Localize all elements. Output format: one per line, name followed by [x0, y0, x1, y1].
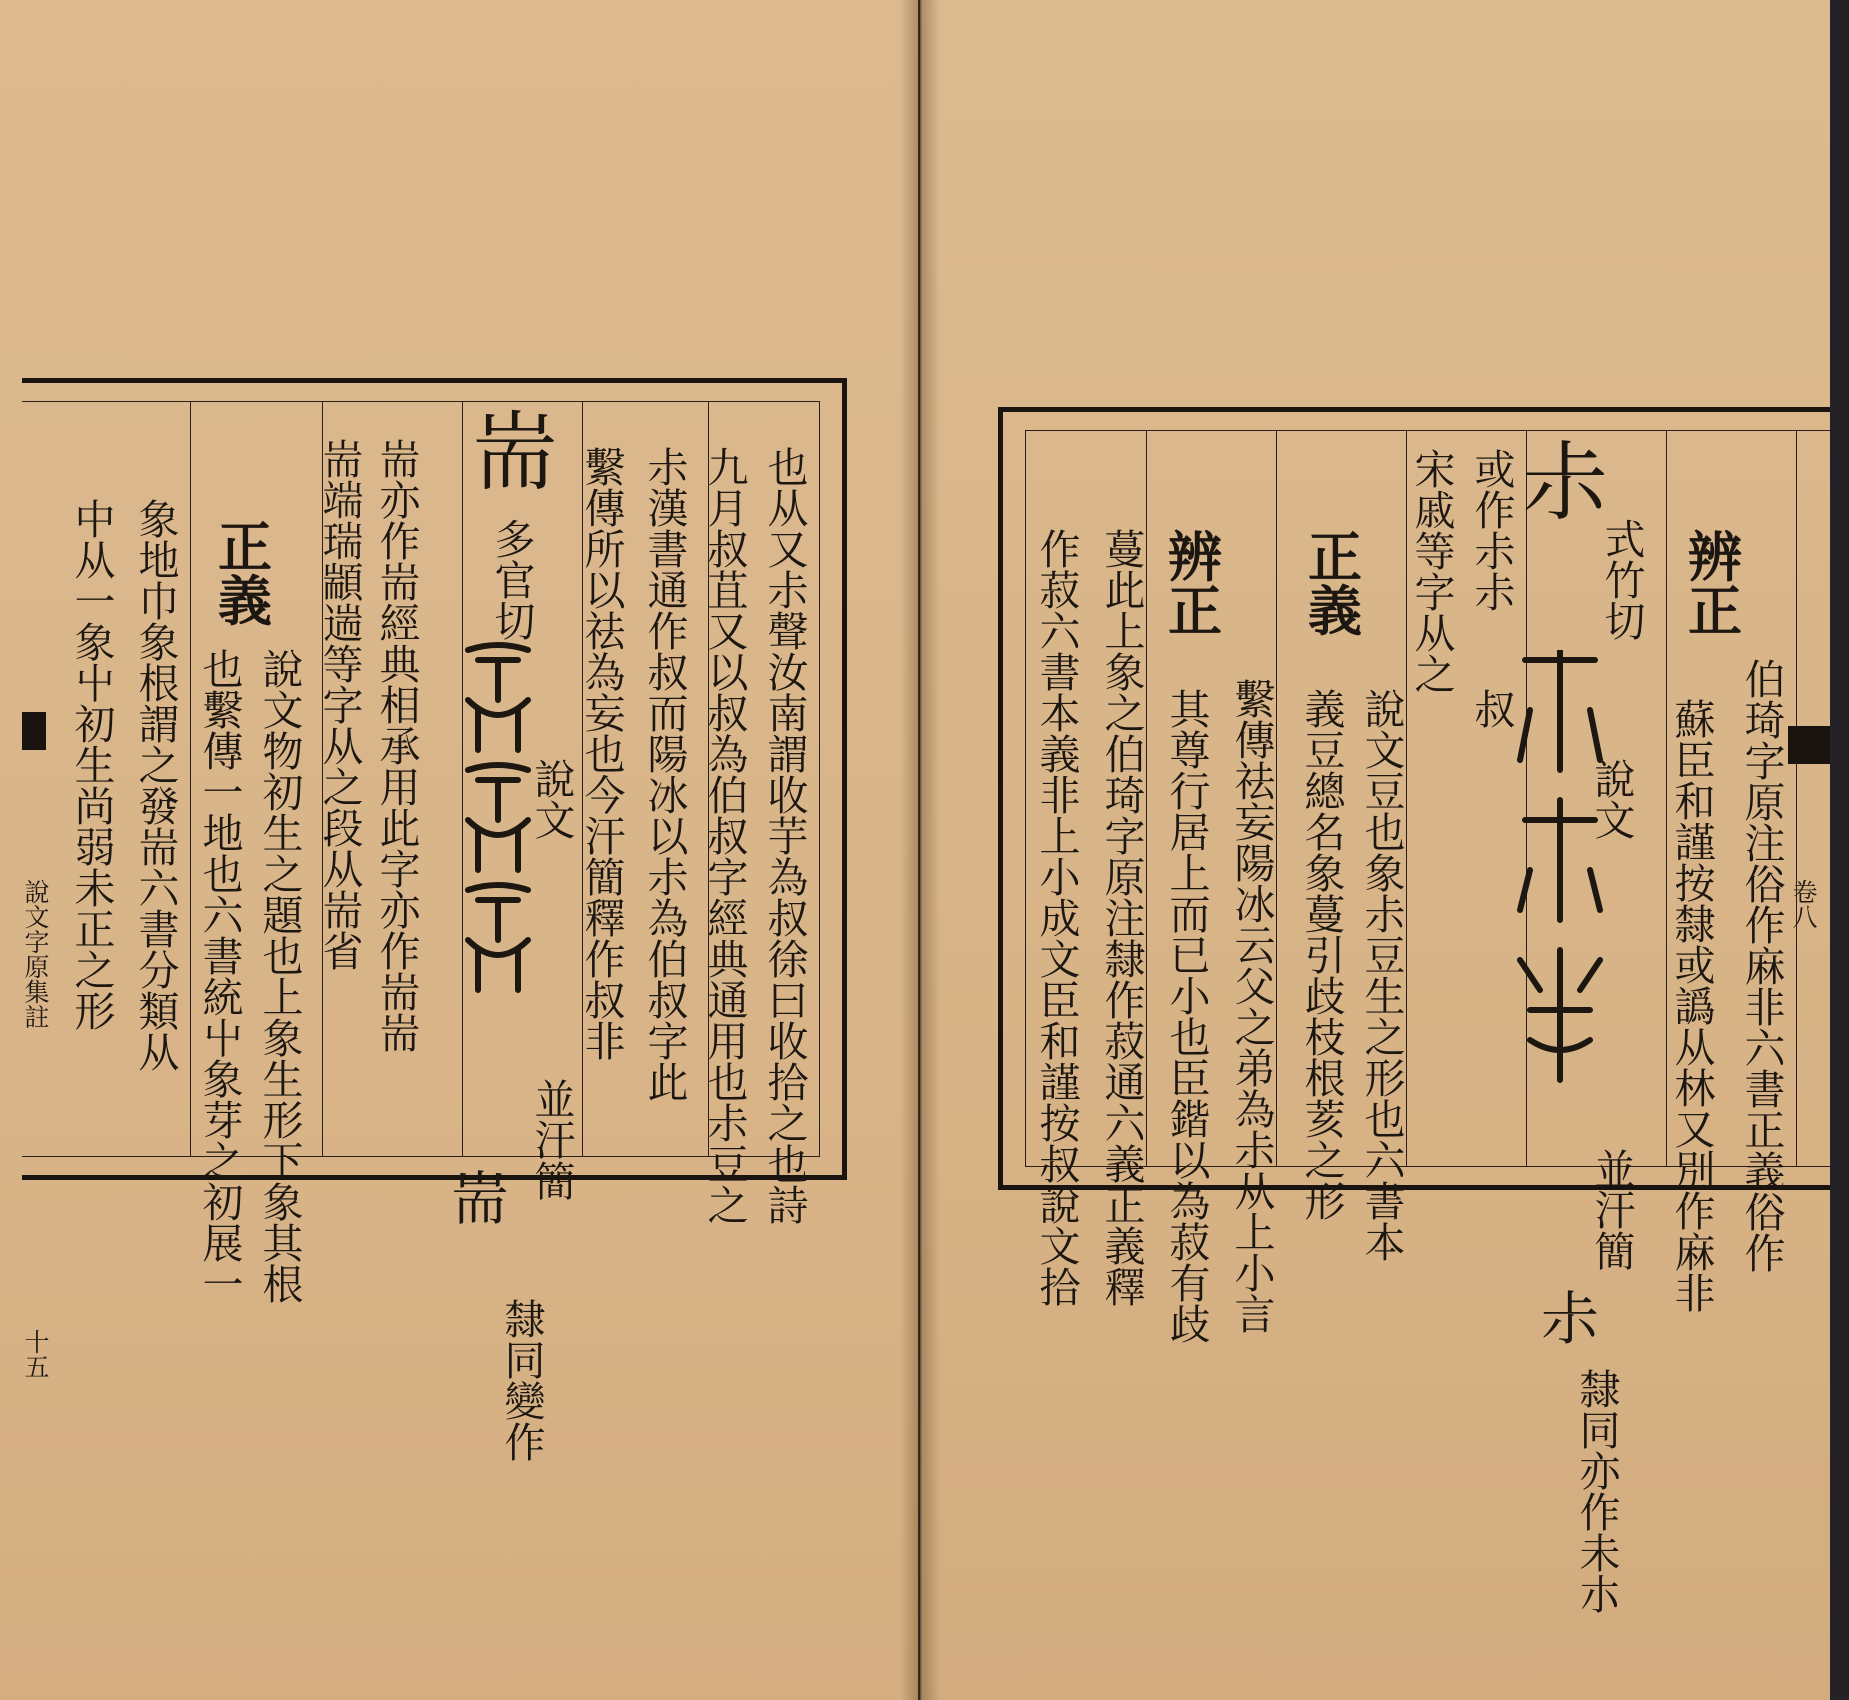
page-edge [1830, 0, 1849, 1700]
book-title: 說 文 字 原 集 註 [24, 878, 50, 1032]
text-column: 作 菽 六 書 本 義 非 上 小 成 文 臣 和 謹 按 叔 說 文 拾 [1039, 526, 1081, 1312]
headword: 尗 [1522, 433, 1608, 533]
fold-mark [1788, 726, 1830, 764]
column-rule [1796, 431, 1797, 1166]
text-column: 也 繫 傳 一 地 也 六 書 統 屮 象 芽 之 初 展 一 [202, 646, 244, 1309]
text-column: 尗 漢 書 通 作 叔 而 陽 冰 以 尗 為 伯 叔 字 此 [647, 444, 689, 1107]
source-note: 並 汗 簡 [1594, 1146, 1636, 1276]
text-column: 耑 亦 作 耑 經 典 相 承 用 此 字 亦 作 耑 耑 [379, 436, 421, 1058]
text-column: 也 从 又 尗 聲 汝 南 謂 收 芋 為 叔 徐 曰 收 拾 之 也 詩 [767, 444, 809, 1230]
seal-script-forms [448, 640, 548, 1040]
variant-glyph: 耑 [450, 1165, 509, 1233]
text-column: 蘇 臣 和 謹 按 隸 或 譌 从 林 又 別 作 麻 非 [1674, 696, 1716, 1318]
text-column: 叔 [1474, 686, 1516, 734]
text-column: 繫 傳 祛 妄 陽 冰 云 父 之 弟 為 尗 从 上 小 言 [1234, 676, 1276, 1339]
page-number: 十 五 [24, 1328, 50, 1382]
book-gutter [900, 0, 940, 1700]
source-note: 說 文 [1594, 756, 1636, 845]
section-heading-bianzheng: 辨 正 [1168, 525, 1222, 643]
text-column: 九 月 叔 苴 又 以 叔 為 伯 叔 字 經 典 通 用 也 尗 豆 之 [707, 444, 749, 1230]
text-column: 說 文 物 初 生 之 題 也 上 象 生 形 下 象 其 根 [262, 646, 304, 1309]
variant-note: 隸 同 變 作 [504, 1296, 546, 1467]
text-column: 蔓 此 上 象 之 伯 琦 字 原 注 隸 作 菽 通 六 義 正 義 釋 [1104, 526, 1146, 1312]
text-column: 伯 琦 字 原 注 俗 作 麻 非 六 書 正 義 俗 作 [1744, 656, 1786, 1278]
text-column: 中 从 一 象 屮 初 生 尚 弱 未 正 之 形 [74, 496, 116, 1036]
column-rule [1666, 431, 1667, 1166]
headword: 耑 [472, 403, 558, 503]
text-column: 說 文 豆 也 象 尗 豆 生 之 形 也 六 書 本 [1364, 686, 1406, 1267]
source-note: 並 汗 簡 [534, 1076, 576, 1206]
headword-reading: 式 竹 切 [1604, 516, 1646, 646]
section-heading-zhengyi: 正 義 [1308, 525, 1362, 643]
section-heading-bianzheng: 辨 正 [1688, 525, 1742, 643]
column-rule [190, 402, 191, 1156]
text-column: 耑 端 瑞 顓 遄 等 字 从 之 段 从 耑 省 [322, 436, 364, 976]
text-column: 義 豆 總 名 象 蔓 引 歧 枝 根 荄 之 形 [1304, 686, 1346, 1226]
left-page [0, 0, 918, 1700]
seal-script-forms [1510, 650, 1610, 1110]
text-column: 宋 戚 等 字 从 之 [1414, 446, 1456, 699]
source-note: 說 文 [534, 756, 576, 845]
variant-note: 隸 同 亦 作 未 朩 [1579, 1366, 1621, 1619]
headword-reading: 多 官 切 [494, 516, 536, 646]
fold-mark [22, 712, 46, 750]
text-column: 象 地 巾 象 根 謂 之 發 耑 六 書 分 類 从 [138, 496, 180, 1077]
text-column: 其 尊 行 居 上 而 已 小 也 臣 鍇 以 為 菽 有 歧 [1169, 686, 1211, 1349]
text-column: 或 作 尗 尗 [1474, 446, 1516, 617]
volume-label: 卷 八 [1792, 878, 1818, 932]
section-heading-zhengyi: 正 義 [218, 515, 272, 633]
variant-glyph: 尗 [1540, 1285, 1599, 1353]
text-column: 繫 傳 所 以 祛 為 妄 也 今 汗 簡 釋 作 叔 非 [584, 444, 626, 1066]
